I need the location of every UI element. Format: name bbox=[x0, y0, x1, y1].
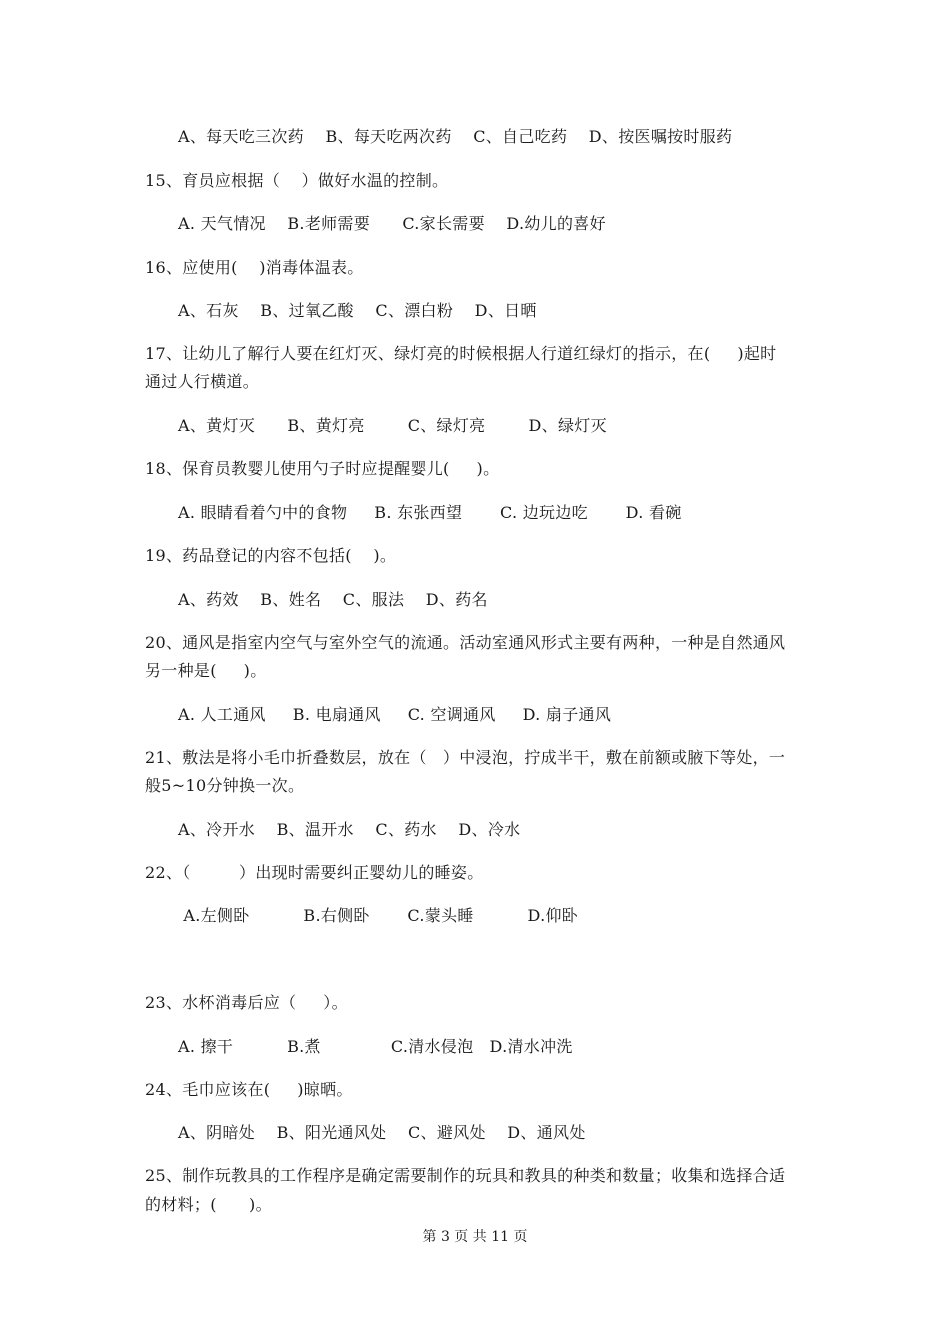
q14-options: A、每天吃三次药 B、每天吃两次药 C、自己吃药 D、按医嘱按时服药 bbox=[178, 127, 733, 146]
q15-question: 15、育员应根据（ ）做好水温的控制。 bbox=[145, 171, 449, 190]
q17-question-line2: 通过人行横道。 bbox=[145, 372, 260, 391]
q25-question-line2: 的材料；( )。 bbox=[145, 1195, 272, 1214]
q15-options: A. 天气情况 B.老师需要 C.家长需要 D.幼儿的喜好 bbox=[178, 214, 606, 233]
q25-question-line1: 25、制作玩教具的工作程序是确定需要制作的玩具和教具的种类和数量；收集和选择合适 bbox=[145, 1166, 786, 1185]
q18-question: 18、保育员教婴儿使用勺子时应提醒婴儿( )。 bbox=[145, 459, 500, 478]
q16-question: 16、应使用( )消毒体温表。 bbox=[145, 258, 364, 277]
q24-question: 24、毛巾应该在( )晾晒。 bbox=[145, 1080, 353, 1099]
q20-options: A. 人工通风 B. 电扇通风 C. 空调通风 D. 扇子通风 bbox=[178, 705, 612, 724]
q17-question-line1: 17、让幼儿了解行人要在红灯灭、绿灯亮的时候根据人行道红绿灯的指示，在( )起时 bbox=[145, 344, 777, 363]
q16-options: A、石灰 B、过氧乙酸 C、漂白粉 D、日晒 bbox=[178, 301, 537, 320]
q19-question: 19、药品登记的内容不包括( )。 bbox=[145, 546, 397, 565]
page-footer: 第 3 页 共 11 页 bbox=[422, 1229, 528, 1245]
q23-question: 23、水杯消毒后应（ ）。 bbox=[145, 993, 348, 1012]
q19-options: A、药效 B、姓名 C、服法 D、药名 bbox=[178, 590, 488, 609]
q17-options: A、黄灯灭 B、黄灯亮 C、绿灯亮 D、绿灯灭 bbox=[178, 416, 607, 435]
q21-question-line2: 般5~10分钟换一次。 bbox=[145, 776, 305, 795]
q23-options: A. 擦干 B.煮 C.清水侵泡 D.清水冲洗 bbox=[178, 1037, 573, 1056]
q21-question-line1: 21、敷法是将小毛巾折叠数层，放在（ ）中浸泡，拧成半干，敷在前额或腋下等处，一 bbox=[145, 748, 786, 767]
q18-options: A. 眼睛看着勺中的食物 B. 东张西望 C. 边玩边吃 D. 看碗 bbox=[178, 503, 682, 522]
q22-options: A.左侧卧 B.右侧卧 C.蒙头睡 D.仰卧 bbox=[178, 906, 579, 925]
q24-options: A、阴暗处 B、阳光通风处 C、避风处 D、通风处 bbox=[178, 1123, 586, 1142]
q22-question: 22、（ ）出现时需要纠正婴幼儿的睡姿。 bbox=[145, 863, 484, 882]
q20-question-line1: 20、通风是指室内空气与室外空气的流通。活动室通风形式主要有两种，一种是自然通风 bbox=[145, 633, 786, 652]
q20-question-line2: 另一种是( )。 bbox=[145, 661, 267, 680]
q21-options: A、冷开水 B、温开水 C、药水 D、冷水 bbox=[178, 820, 521, 839]
